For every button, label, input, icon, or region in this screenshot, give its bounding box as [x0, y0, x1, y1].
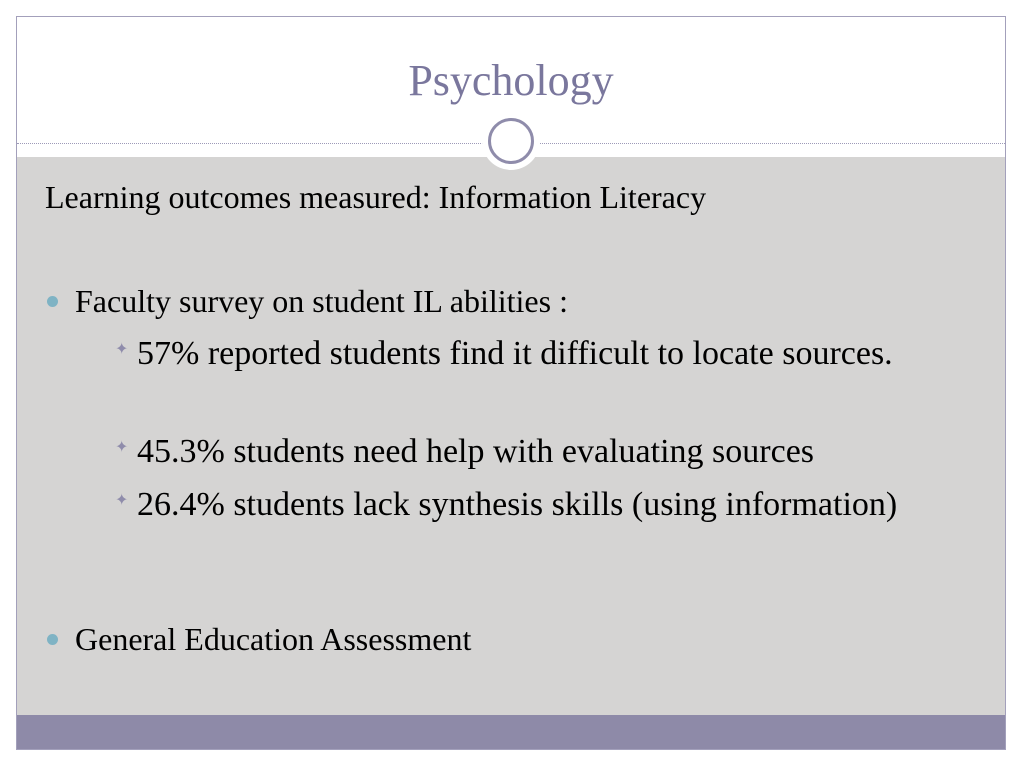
content-area	[17, 157, 1005, 715]
sub-bullet-text: 57% reported students find it difficult to locate sources.	[137, 335, 893, 372]
sub-bullet-text: 26.4% students lack synthesis skills (using information)	[137, 486, 898, 523]
four-point-star-icon: ✦	[115, 439, 129, 456]
bullet-text: General Education Assessment	[75, 621, 472, 657]
sub-bullet-synthesis-skills	[115, 483, 965, 526]
bullet-text: Faculty survey on student IL abilities :	[75, 283, 568, 319]
four-point-star-icon: ✦	[115, 341, 129, 358]
outcomes-heading: Learning outcomes measured: Information Literacy	[45, 179, 707, 215]
sub-bullet-text: 45.3% students need help with evaluating sources	[137, 433, 815, 470]
four-point-star-icon: ✦	[115, 492, 129, 509]
sub-bullet-locate-sources	[115, 332, 965, 375]
ring-ornament-icon	[482, 112, 540, 170]
slide	[16, 16, 1006, 750]
ring-inner	[488, 118, 534, 164]
footer-bar	[17, 715, 1005, 750]
slide-title: Psychology	[408, 56, 614, 105]
circle-bullet-icon	[47, 634, 58, 645]
sub-bullet-evaluating-sources	[115, 430, 965, 473]
circle-bullet-icon	[47, 296, 58, 307]
